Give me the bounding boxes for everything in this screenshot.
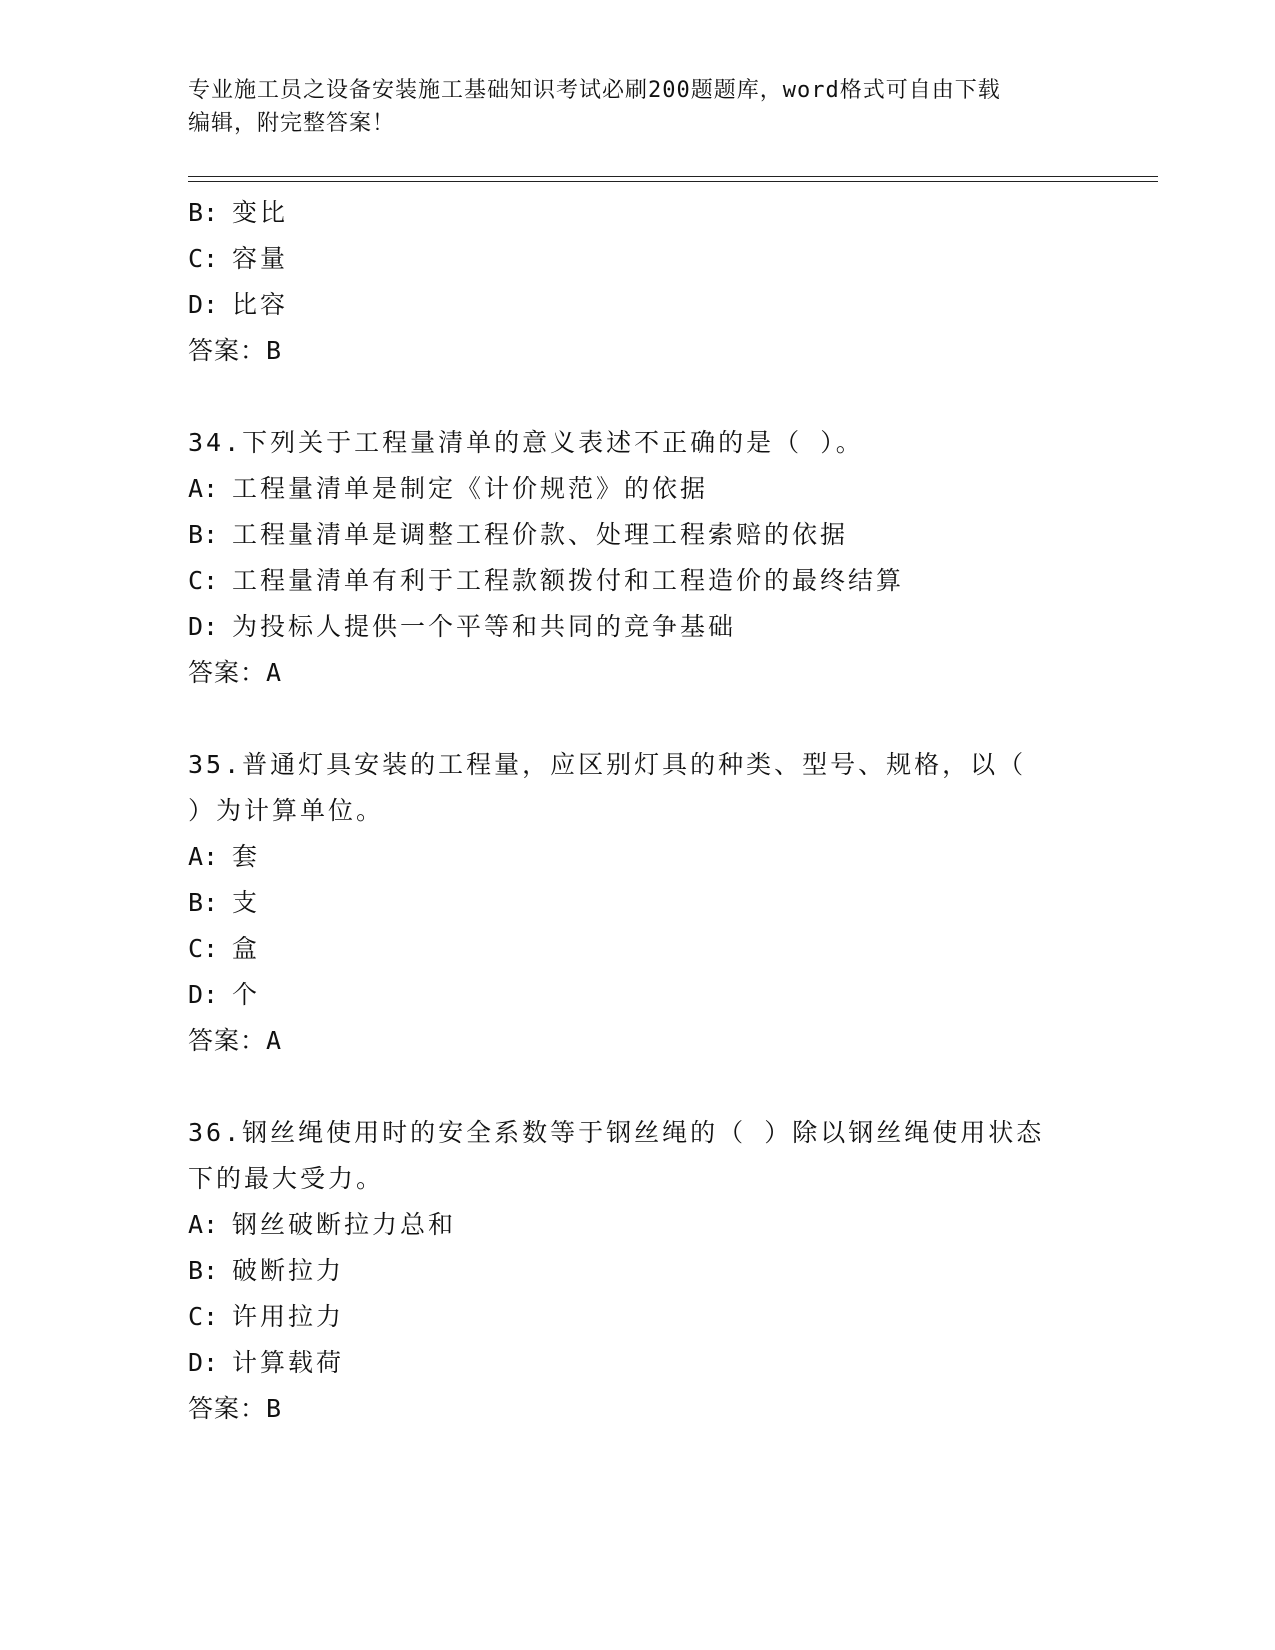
option-label: C: xyxy=(188,244,219,273)
option-c xyxy=(188,236,1088,282)
question-34 xyxy=(188,420,1088,696)
question-stem-line1: 35.普通灯具安装的工程量，应区别灯具的种类、型号、规格，以（ xyxy=(188,750,1027,779)
option-text: 容量 xyxy=(232,244,289,273)
question-stem: 34.下列关于工程量清单的意义表述不正确的是（ ）。 xyxy=(188,428,864,457)
option-d xyxy=(188,972,1088,1018)
question-33-tail xyxy=(188,190,1088,374)
header-divider-bottom xyxy=(188,181,1158,182)
question-list xyxy=(188,190,1088,1432)
option-b xyxy=(188,880,1088,926)
question-stem-line2: ）为计算单位。 xyxy=(188,796,385,825)
option-text: 计算载荷 xyxy=(232,1348,345,1377)
option-label: A: xyxy=(188,474,219,503)
option-text: 许用拉力 xyxy=(232,1302,345,1331)
option-a xyxy=(188,1202,1088,1248)
question-stem-line2: 下的最大受力。 xyxy=(188,1164,385,1193)
option-text: 破断拉力 xyxy=(232,1256,345,1285)
option-text: 为投标人提供一个平等和共同的竞争基础 xyxy=(232,612,737,641)
question-36 xyxy=(188,1110,1088,1432)
document-header xyxy=(188,74,1088,140)
option-a xyxy=(188,466,1088,512)
option-b xyxy=(188,190,1088,236)
option-a xyxy=(188,834,1088,880)
spacer xyxy=(188,374,1088,420)
option-text: 工程量清单是调整工程价款、处理工程索赔的依据 xyxy=(232,520,849,549)
option-label: B: xyxy=(188,520,219,549)
option-label: D: xyxy=(188,980,219,1009)
option-text: 工程量清单有利于工程款额拨付和工程造价的最终结算 xyxy=(232,566,905,595)
option-label: D: xyxy=(188,612,219,641)
option-label: B: xyxy=(188,888,219,917)
option-text: 盒 xyxy=(232,934,261,963)
option-b xyxy=(188,1248,1088,1294)
option-d xyxy=(188,1340,1088,1386)
header-title-line1: 专业施工员之设备安装施工基础知识考试必刷200题题库，word格式可自由下载 xyxy=(188,78,1001,103)
option-text: 套 xyxy=(232,842,261,871)
option-c xyxy=(188,926,1088,972)
answer-text: 答案：A xyxy=(188,658,283,687)
option-d xyxy=(188,604,1088,650)
option-label: B: xyxy=(188,1256,219,1285)
option-text: 变比 xyxy=(232,198,289,227)
spacer xyxy=(188,696,1088,742)
answer-text: 答案：A xyxy=(188,1026,283,1055)
option-label: D: xyxy=(188,290,219,319)
option-text: 比容 xyxy=(232,290,289,319)
option-text: 个 xyxy=(232,980,261,1009)
option-text: 钢丝破断拉力总和 xyxy=(232,1210,457,1239)
option-label: A: xyxy=(188,842,219,871)
option-label: B: xyxy=(188,198,219,227)
spacer xyxy=(188,1064,1088,1110)
option-text: 工程量清单是制定《计价规范》的依据 xyxy=(232,474,709,503)
option-c xyxy=(188,1294,1088,1340)
option-label: A: xyxy=(188,1210,219,1239)
answer-text: 答案：B xyxy=(188,336,283,365)
option-label: C: xyxy=(188,1302,219,1331)
option-label: C: xyxy=(188,934,219,963)
option-c xyxy=(188,558,1088,604)
question-35 xyxy=(188,742,1088,1064)
option-label: D: xyxy=(188,1348,219,1377)
option-text: 支 xyxy=(232,888,261,917)
option-b xyxy=(188,512,1088,558)
question-stem-line1: 36.钢丝绳使用时的安全系数等于钢丝绳的（ ）除以钢丝绳使用状态 xyxy=(188,1118,1045,1147)
option-d xyxy=(188,282,1088,328)
header-title-line2: 编辑，附完整答案！ xyxy=(188,111,396,136)
answer-text: 答案：B xyxy=(188,1394,283,1423)
option-label: C: xyxy=(188,566,219,595)
header-divider-top xyxy=(188,176,1158,177)
